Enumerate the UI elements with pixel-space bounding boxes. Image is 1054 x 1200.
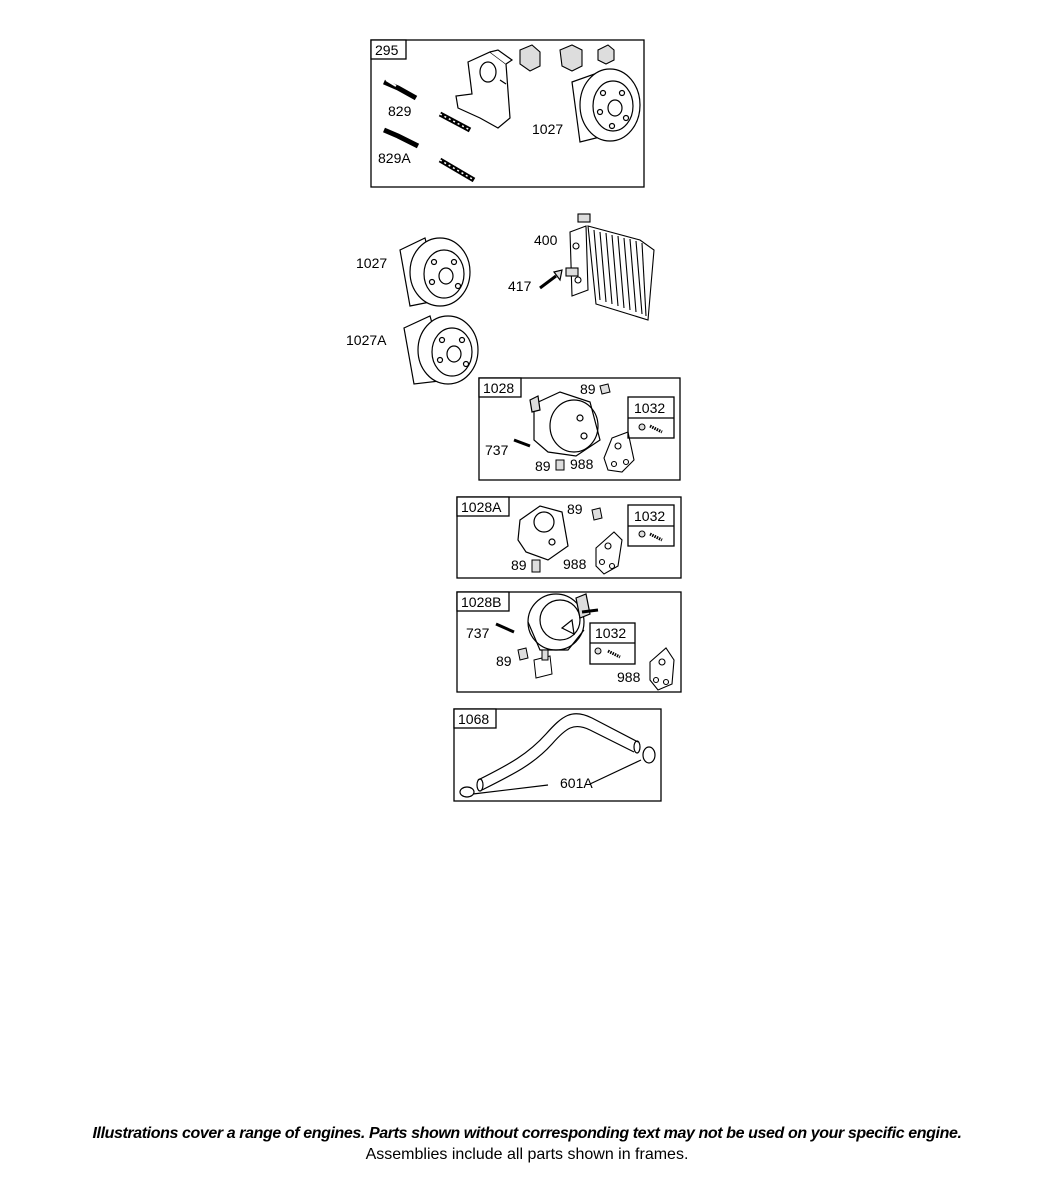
- subframe-1032: [590, 623, 635, 664]
- hose-icon: [477, 714, 640, 791]
- fitting-89-icon: [518, 648, 552, 678]
- subframe-1032: [628, 397, 674, 438]
- label-417: 417: [508, 278, 532, 294]
- bolt-icon: [540, 270, 562, 288]
- frame-1028a: [457, 497, 681, 578]
- oil-filter-1027: [400, 238, 470, 306]
- label-400: 400: [534, 232, 558, 248]
- label-89-a: 89: [580, 381, 596, 397]
- disclaimer-text: Illustrations cover a range of engines. Parts shown without corresponding text may not be used on your specific engine.: [92, 1125, 962, 1142]
- label-1027-frame: 1027: [532, 121, 564, 137]
- label-829a: 829A: [378, 150, 411, 166]
- label-829: 829: [388, 103, 412, 119]
- label-89-b: 89: [535, 458, 551, 474]
- subframe-1032: [628, 505, 674, 546]
- fuel-pump-icon: [528, 594, 598, 650]
- label-737: 737: [466, 625, 490, 641]
- filter-adapter-bracket: [456, 50, 512, 128]
- subframe-1032-id: 1032: [634, 400, 666, 416]
- oil-filter-1027a: [404, 316, 478, 384]
- fuel-pump-icon: [530, 392, 600, 456]
- label-601a: 601A: [560, 775, 593, 791]
- screw-737-icon: [514, 440, 530, 446]
- plate-988-icon: [596, 532, 622, 574]
- fitting-parts: [520, 45, 614, 71]
- subframe-1032-id: 1032: [595, 625, 627, 641]
- fuel-pump-icon: [518, 506, 568, 560]
- label-988: 988: [570, 456, 594, 472]
- label-988: 988: [617, 669, 641, 685]
- frame-1028-id: 1028: [483, 380, 515, 396]
- label-1027: 1027: [356, 255, 388, 271]
- label-988: 988: [563, 556, 587, 572]
- footer: [0, 1123, 1054, 1165]
- label-737: 737: [485, 442, 509, 458]
- label-89-b: 89: [511, 557, 527, 573]
- assemblies-note: Assemblies include all parts shown in frames.: [365, 1146, 689, 1163]
- frame-295-id: 295: [375, 42, 399, 58]
- subframe-1032-id: 1032: [634, 508, 666, 524]
- oil-filter-icon: [572, 69, 640, 142]
- label-89: 89: [496, 653, 512, 669]
- frame-1028b-id: 1028B: [461, 594, 502, 610]
- frame-1068-id: 1068: [458, 711, 490, 727]
- frame-1028a-id: 1028A: [461, 499, 502, 515]
- hose-clamp-icon: [460, 747, 655, 797]
- screw-737-icon: [496, 624, 514, 632]
- frame-295: [371, 40, 644, 187]
- frame-1028: [479, 378, 680, 480]
- label-89-a: 89: [567, 501, 583, 517]
- plate-988-icon: [650, 648, 674, 690]
- label-1027a: 1027A: [346, 332, 387, 348]
- frame-1028b: [457, 592, 681, 692]
- frame-1068: [454, 709, 661, 801]
- oil-cooler-icon: [566, 214, 654, 320]
